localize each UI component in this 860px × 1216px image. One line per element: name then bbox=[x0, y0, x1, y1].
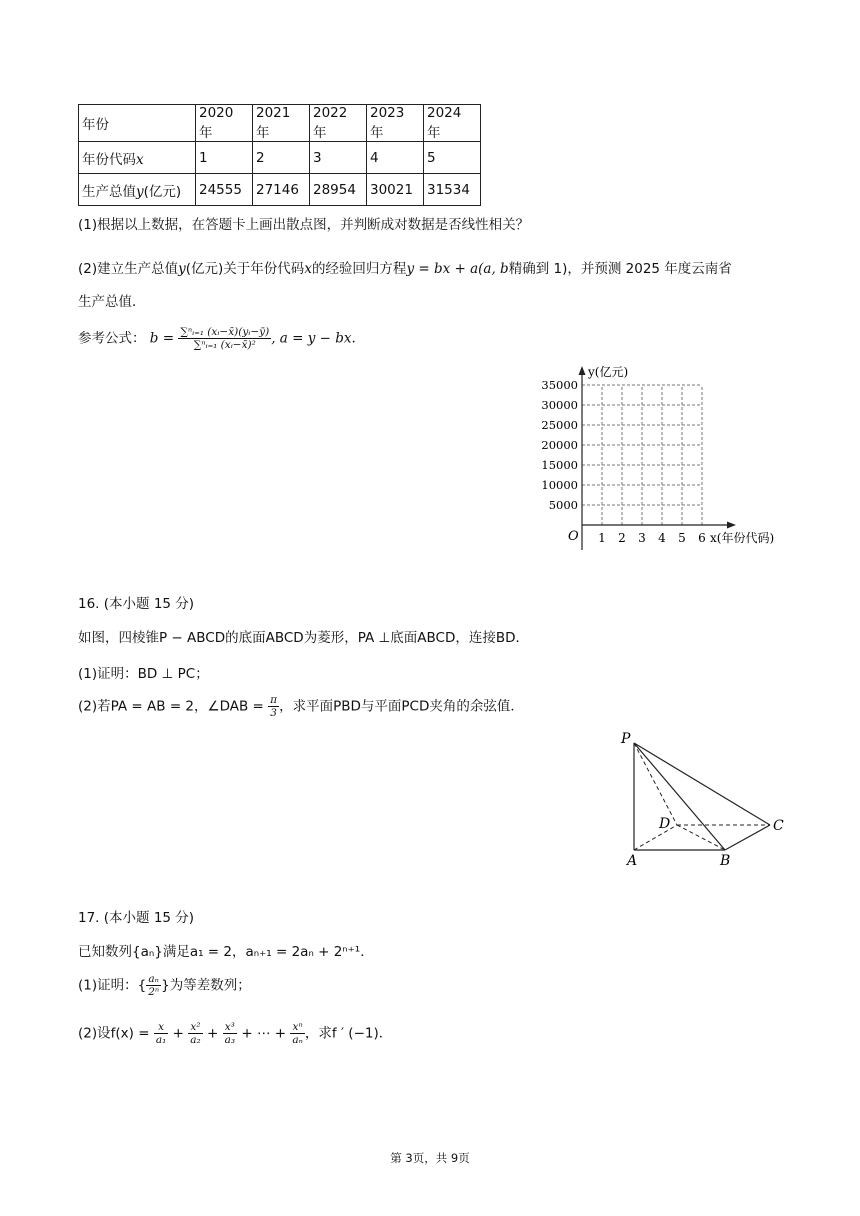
vertex-label-A: A bbox=[627, 853, 638, 869]
table-row bbox=[79, 142, 481, 174]
x-axis-label: x(年份代码) bbox=[710, 531, 775, 545]
regression-equation: y = bx + a bbox=[406, 261, 479, 277]
table-cell: 2022 年 bbox=[310, 105, 367, 142]
y-tick-label: 10000 bbox=[541, 478, 578, 492]
q16-stem: 如图，四棱锥P − ABCD的底面ABCD为菱形，PA ⊥底面ABCD，连接BD． bbox=[78, 630, 529, 646]
series-term: $\frac{\text{x³}}{\text{a₃}}$ bbox=[224, 1021, 236, 1046]
edge-PC bbox=[634, 743, 770, 825]
table-cell: 30021 bbox=[367, 174, 424, 206]
table-row bbox=[79, 105, 481, 142]
x-tick-labels bbox=[598, 531, 706, 545]
table-cell: 4 bbox=[367, 142, 424, 174]
table-cell: 1 bbox=[196, 142, 253, 174]
table-cell: 生产总值y(亿元) bbox=[79, 174, 196, 206]
y-tick-label: 15000 bbox=[541, 458, 578, 472]
y-tick-label: 5000 bbox=[548, 498, 578, 512]
table-cell: 2021 年 bbox=[253, 105, 310, 142]
data-table bbox=[78, 104, 481, 206]
table-cell: 2024 年 bbox=[424, 105, 481, 142]
table-cell: 2023 年 bbox=[367, 105, 424, 142]
q16-title: 16. (本小题 15 分) bbox=[78, 596, 195, 612]
series-term: $\frac{x}{\text{a₁}}$ bbox=[155, 1021, 167, 1046]
y-axis-label: y(亿元) bbox=[588, 365, 629, 379]
table-cell: 31534 bbox=[424, 174, 481, 206]
dashed-grid bbox=[582, 385, 702, 525]
table-cell: 2 bbox=[253, 142, 310, 174]
y-tick-label: 30000 bbox=[541, 398, 578, 412]
q17-part2: (2)设f(x) = $\frac{x}{\text{a₁}}$ + $\frac{\text{x²}}{\text{a₂}}$ + $\frac{\text{x³}}{\text{a₃}}$ + ⋯ + $\frac{\text{xⁿ}}{\text{aₙ}}$ ，求f ′ (−1)． bbox=[78, 1021, 393, 1046]
vertex-label-C: C bbox=[773, 818, 784, 834]
reference-formula: 参考公式： b = $\frac{\text{∑ⁿᵢ₌₁ (xᵢ−x̄)(yᵢ−ȳ)}}{\text{∑ⁿᵢ₌₁ (xᵢ−x̄)²}}$ , a = y − bx. bbox=[78, 326, 356, 351]
table-cell: 3 bbox=[310, 142, 367, 174]
vertex-label-P: P bbox=[621, 731, 631, 747]
edge-AD bbox=[634, 825, 677, 850]
y-tick-labels bbox=[541, 378, 578, 512]
series-term: $\frac{\text{xⁿ}}{\text{aₙ}}$ bbox=[292, 1021, 303, 1046]
q15-part2-line2: 生产总值． bbox=[78, 294, 146, 310]
x-tick-label: 2 bbox=[618, 531, 626, 545]
q16-part2: (2)若PA = AB = 2，∠DAB = $\frac{\pi}{3}$ ，求平面PBD与平面PCD夹角的余弦值． bbox=[78, 694, 524, 719]
q17-title: 17. (本小题 15 分) bbox=[78, 910, 195, 926]
y-tick-label: 25000 bbox=[541, 418, 578, 432]
table-cell: 27146 bbox=[253, 174, 310, 206]
x-tick-label: 1 bbox=[598, 531, 606, 545]
q17-part1: (1)证明：{ $\frac{\text{aₙ}}{\text{2ⁿ}}$ }为等差数列； bbox=[78, 973, 251, 998]
q15-part1: (1)根据以上数据，在答题卡上画出散点图，并判断成对数据是否线性相关？ bbox=[78, 217, 530, 233]
table-cell: 5 bbox=[424, 142, 481, 174]
y-tick-label: 20000 bbox=[541, 438, 578, 452]
vertex-label-D: D bbox=[659, 816, 671, 832]
y-tick-label: 35000 bbox=[541, 378, 578, 392]
pyramid-figure bbox=[615, 725, 795, 870]
q17-stem: 已知数列{aₙ}满足a₁ = 2，aₙ₊₁ = 2aₙ + 2ⁿ⁺¹． bbox=[78, 944, 374, 960]
coordinate-axes-figure bbox=[530, 360, 800, 555]
table-row bbox=[79, 174, 481, 206]
q15-part2: (2)建立生产总值y(亿元)关于年份代码x的经验回归方程y = bx + a(a, b精确到 1)，并预测 2025 年度云南省 bbox=[78, 261, 732, 277]
table-cell: 年份 bbox=[79, 105, 196, 142]
x-tick-label: 5 bbox=[678, 531, 686, 545]
edge-PB bbox=[634, 743, 725, 850]
angle-fraction: $\frac{\pi}{3}$ bbox=[270, 694, 278, 719]
x-tick-label: 3 bbox=[638, 531, 646, 545]
table-cell: 年份代码x bbox=[79, 142, 196, 174]
q16-part1: (1)证明：BD ⊥ PC； bbox=[78, 666, 209, 682]
vertex-label-B: B bbox=[720, 853, 731, 869]
origin-label: O bbox=[568, 529, 579, 544]
page-footer: 第 3页，共 9页 bbox=[390, 1151, 470, 1165]
x-tick-label: 4 bbox=[658, 531, 666, 545]
edge-BD bbox=[677, 825, 725, 850]
x-tick-label: 6 bbox=[698, 531, 706, 545]
table-cell: 2020 年 bbox=[196, 105, 253, 142]
formula-fraction: $\frac{\text{∑ⁿᵢ₌₁ (xᵢ−x̄)(yᵢ−ȳ)}}{\text{∑ⁿᵢ₌₁ (xᵢ−x̄)²}}$ bbox=[180, 326, 270, 351]
table-cell: 24555 bbox=[196, 174, 253, 206]
sequence-fraction: $\frac{\text{aₙ}}{\text{2ⁿ}}$ bbox=[148, 973, 160, 998]
table-cell: 28954 bbox=[310, 174, 367, 206]
series-term: $\frac{\text{x²}}{\text{a₂}}$ bbox=[190, 1021, 201, 1046]
edge-BC bbox=[725, 825, 770, 850]
